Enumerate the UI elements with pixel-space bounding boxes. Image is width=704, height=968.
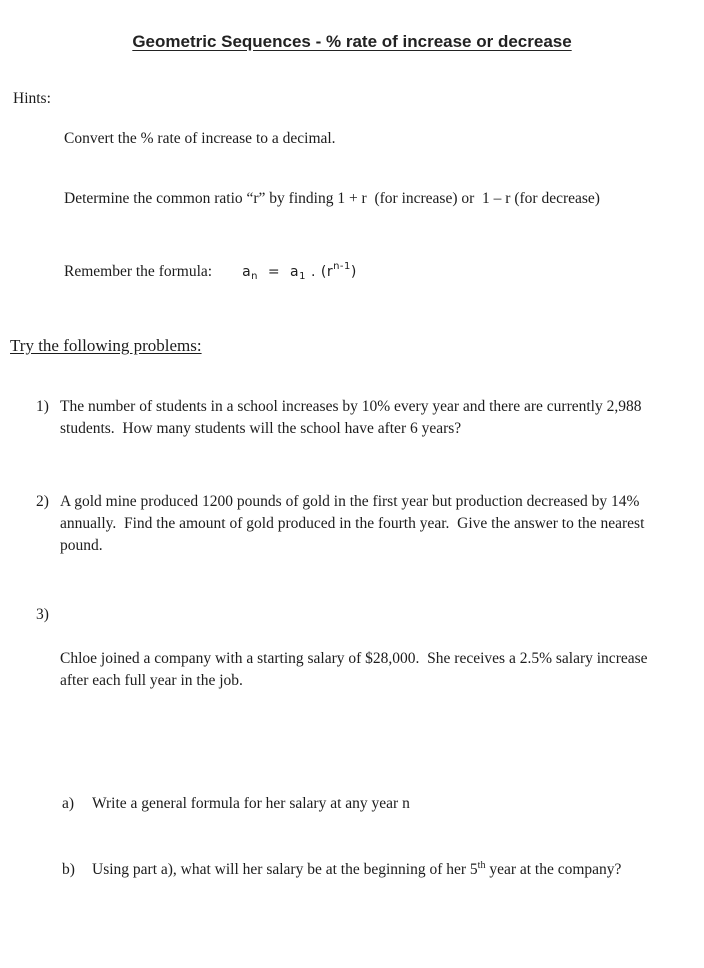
problem-1-number: 1) — [36, 398, 49, 415]
formula-paren-close: ) — [350, 264, 357, 280]
page-title: Geometric Sequences - % rate of increase or decrease — [132, 32, 572, 51]
formula-exponent: n-1 — [333, 261, 351, 272]
formula-operator: . — [306, 264, 321, 280]
problem-3 — [36, 604, 704, 968]
problem-3-text — [60, 604, 668, 968]
problem-1-text: The number of students in a school increases by 10% every year and there are currently 2,988 students. How many students will the school have after 6 years? — [60, 398, 646, 437]
part-b-text-after: year at the company? — [485, 860, 622, 878]
part-a-letter: a) — [62, 795, 75, 812]
hints-label: Hints: — [13, 90, 51, 107]
problem-3-parts — [60, 749, 668, 924]
problems-heading: Try the following problems: — [10, 336, 202, 355]
problem-3-number: 3) — [36, 606, 49, 623]
formula-ratio: (r — [320, 264, 334, 280]
formula-lhs-subscript: n — [251, 271, 258, 282]
hints-text — [64, 89, 600, 249]
part-a-text-main: Write a general formula for her salary at any year n — [92, 795, 410, 812]
hints-section — [13, 89, 704, 249]
part-b-superscript: th — [477, 859, 486, 871]
hint-line-2: Determine the common ratio “r” by finding 1 + r (for increase) or 1 – r (for decrease) — [64, 190, 600, 207]
formula-rhs-subscript: 1 — [299, 271, 306, 282]
problem-2 — [36, 491, 704, 557]
problem-2-text: A gold mine produced 1200 pounds of gold in the first year but production decreased by 14% annually. Find the amount of gold produced in the fourth year. Give the answer to the nearest pound. — [60, 493, 649, 554]
problem-2-number: 2) — [36, 493, 49, 510]
part-a-text — [92, 793, 648, 815]
geometric-sequence-formula — [242, 261, 357, 282]
formula-rhs: a — [290, 264, 300, 280]
problem-3-part-b — [60, 859, 668, 881]
formula-label: Remember the formula: — [64, 263, 213, 280]
problem-1 — [36, 396, 704, 440]
problem-3-statement: Chloe joined a company with a starting salary of $28,000. She receives a 2.5% salary increase after each full year in the job. — [60, 650, 652, 689]
hint-line-1: Convert the % rate of increase to a decimal. — [64, 130, 336, 147]
formula-equals: = — [258, 264, 291, 280]
formula-lhs: a — [242, 264, 252, 280]
formula-row — [64, 263, 704, 281]
part-b-text-main: Using part a), what will her salary be at the beginning of her 5 — [92, 860, 478, 878]
part-b-text — [92, 859, 648, 881]
part-b-letter: b) — [62, 860, 75, 878]
problem-3-part-a — [60, 793, 668, 815]
